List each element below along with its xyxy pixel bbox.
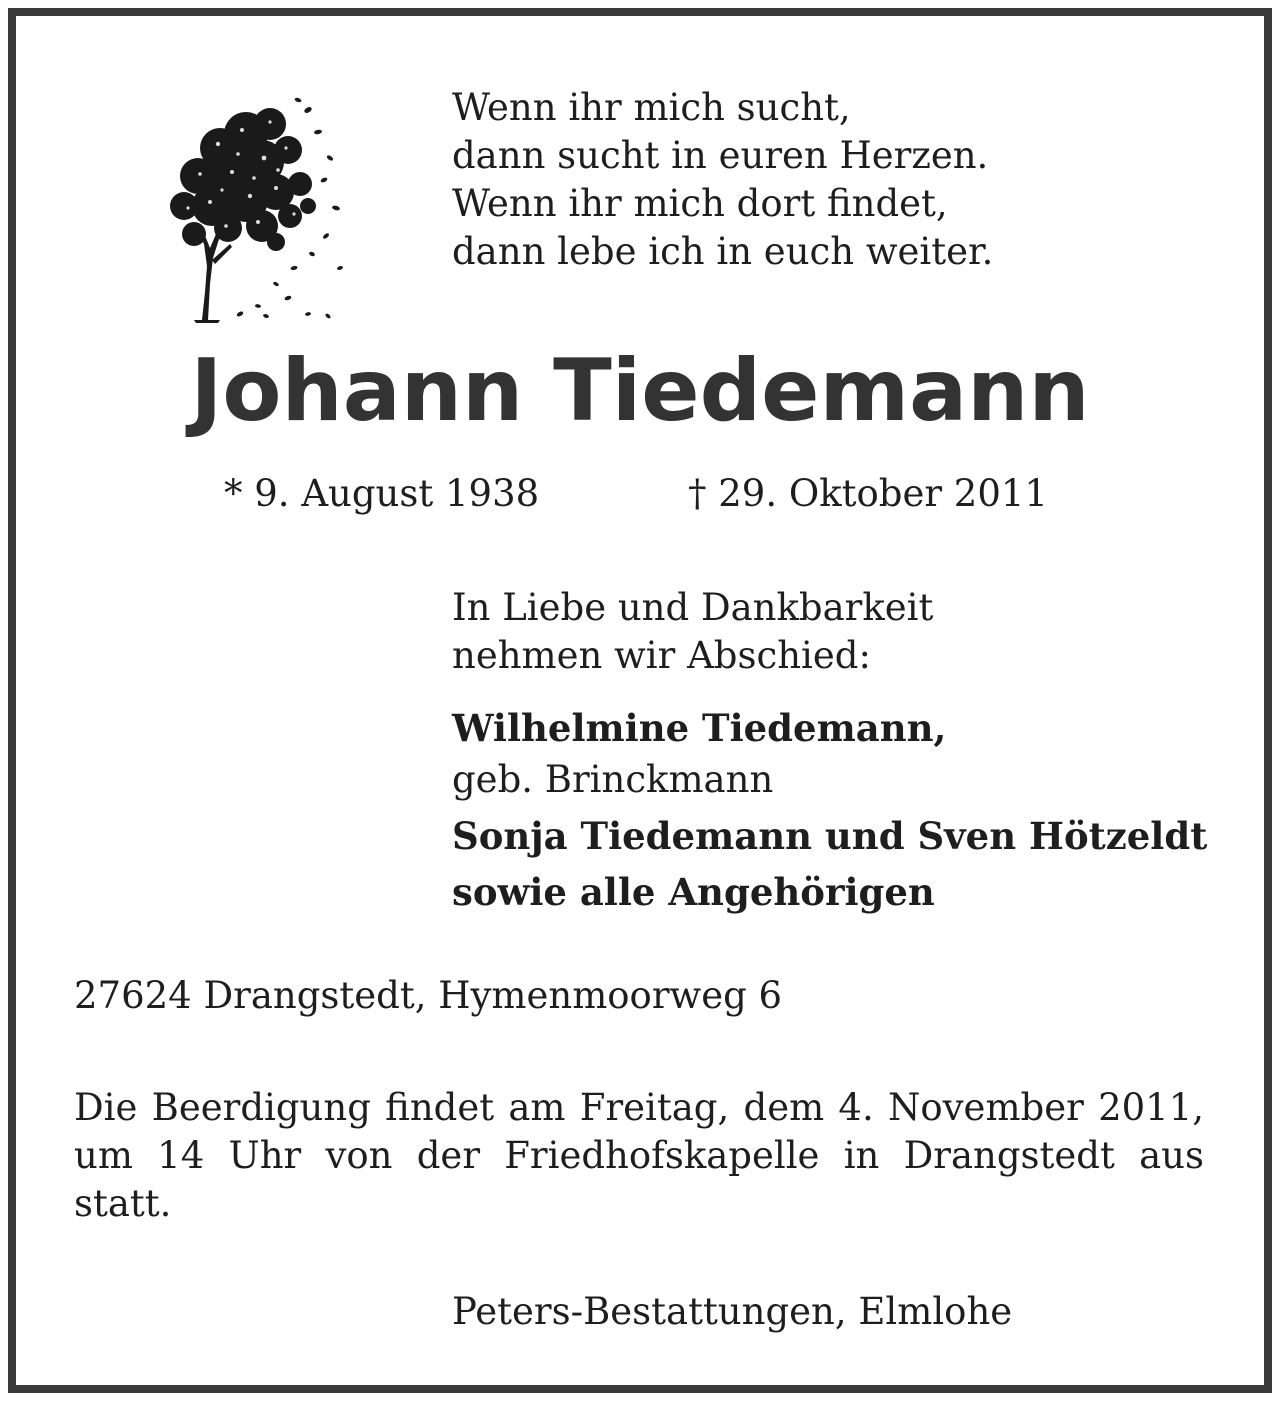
obituary-notice <box>8 8 1272 1393</box>
farewell-text <box>452 584 933 680</box>
deceased-name: Johann Tiedemann <box>190 341 1090 441</box>
mourner-spouse: Wilhelmine Tiedemann, <box>452 706 947 750</box>
mourner-relatives: sowie alle Angehörigen <box>452 870 935 914</box>
mourner-spouse-maiden-name: geb. Brinckmann <box>452 758 774 801</box>
poem-line: Wenn ihr mich sucht, <box>452 86 851 129</box>
death-date: † 29. Oktober 2011 <box>688 472 1048 515</box>
mourner-children: Sonja Tiedemann und Sven Hötzeldt <box>452 814 1208 858</box>
memorial-poem <box>452 84 993 276</box>
birth-date: * 9. August 1938 <box>224 472 540 515</box>
poem-line: dann sucht in euren Herzen. <box>452 134 989 177</box>
mourners-list <box>452 702 1207 918</box>
undertaker-name: Peters-Bestattungen, Elmlohe <box>452 1290 1013 1333</box>
family-address: 27624 Drangstedt, Hymenmoorweg 6 <box>74 974 783 1017</box>
poem-line: Wenn ihr mich dort findet, <box>452 182 948 225</box>
farewell-line: nehmen wir Abschied: <box>452 634 871 677</box>
funeral-notice: Die Beerdigung findet am Freitag, dem 4. November 2011, um 14 Uhr von der Friedhofskapelle in Drangstedt aus statt. <box>74 1086 1204 1225</box>
farewell-line: In Liebe und Dankbarkeit <box>452 586 934 629</box>
poem-line: dann lebe ich in euch weiter. <box>452 230 994 273</box>
tree-icon <box>158 88 348 324</box>
